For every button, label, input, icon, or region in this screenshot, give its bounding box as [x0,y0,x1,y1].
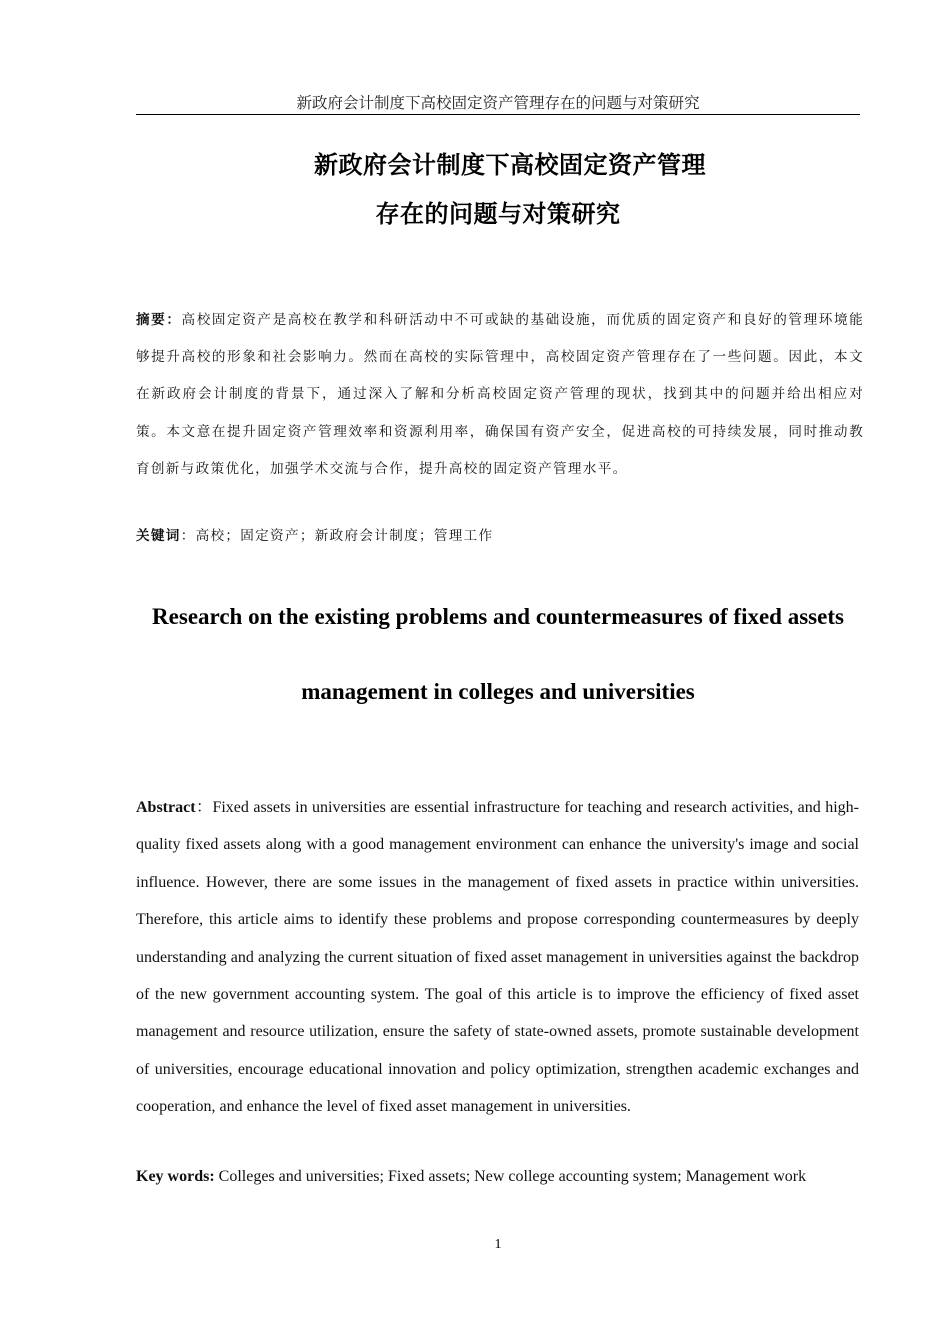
cn-abstract-text: 高校固定资产是高校在教学和科研活动中不可或缺的基础设施，而优质的固定资产和良好的管理环境能够提升高校的形象和社会影响力。然而在高校的实际管理中，高校固定资产管理存在了一些问题。因此，本文在新政府会计制度的背景下，通过深入了解和分析高校固定资产管理的现状，找到其中的问题并给出相应对策。本文意在提升固定资产管理效率和资源利用率，确保国有资产安全，促进高校的可持续发展，同时推动教育创新与政策优化，加强学术交流与合作，提升高校的固定资产管理水平。 [136,312,865,477]
cn-title-line-1: 新政府会计制度下高校固定资产管理 [314,151,706,179]
en-title-line-1: Research on the existing problems and countermeasures of fixed assets [152,604,844,629]
cn-abstract [136,302,864,488]
cn-title-line-2: 存在的问题与对策研究 [375,200,621,228]
en-keywords [136,1164,860,1190]
en-keywords-text: Colleges and universities; Fixed assets; New college accounting system; Management work [214,1168,807,1185]
en-abstract-text: ：Fixed assets in universities are essential infrastructure for teaching and research activities, and high-quality fixed assets along with a good management environment can enhance the university's image and social influence. However, there are some issues in the management of fixed assets in practice within universities. Therefore, this article aims to identify these problems and propose corresponding countermeasures by deeply understanding and analyzing the current situation of fixed asset management in universities against the backdrop of the new government accounting system. The goal of this article is to improve the efficiency of fixed asset management and resource utilization, ensure the safety of state-owned assets, promote sustainable development of universities, encourage educational innovation and policy optimization, strengthen academic exchanges and cooperation, and enhance the level of fixed asset management in universities. [136,799,859,1116]
en-abstract-label: Abstract [136,799,196,816]
cn-keywords [136,523,860,549]
cn-keywords-text: ：高校；固定资产；新政府会计制度；管理工作 [180,528,494,544]
running-header-title: 新政府会计制度下高校固定资产管理存在的问题与对策研究 [296,94,700,112]
page-number: 1 [494,1237,502,1252]
en-abstract [136,789,859,1126]
en-title-line-2: management in colleges and universities [301,679,695,704]
en-keywords-label: Key words: [136,1168,215,1185]
cn-abstract-label: 摘要： [136,312,182,328]
cn-keywords-label: 关键词 [136,528,181,544]
header-rule [136,114,860,115]
